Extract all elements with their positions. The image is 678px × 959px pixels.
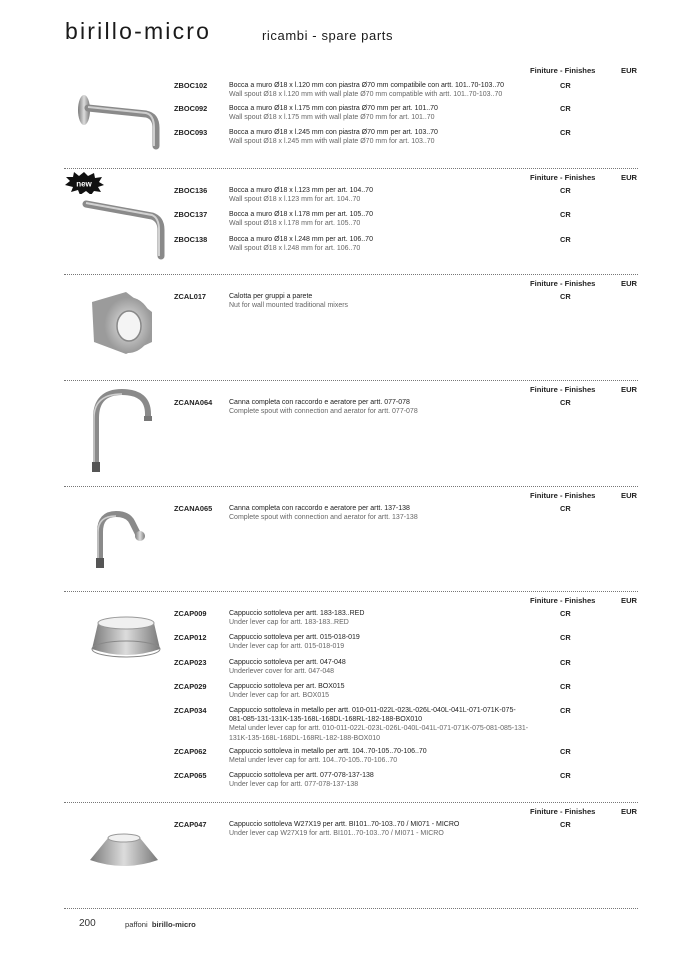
part-finish: CR (560, 128, 571, 137)
part-description: Bocca a muro Ø18 x l.248 mm per art. 106..70 Wall spout Ø18 x l.248 mm for art. 106..70 (229, 236, 373, 253)
part-description: Cappuccio sottoleva per artt. 015-018-019 Under lever cap for artt. 015-018-019 (229, 634, 360, 651)
part-finish: CR (560, 633, 571, 642)
eur-header: EUR (621, 66, 638, 75)
footer-divider (64, 908, 638, 909)
part-finish: CR (560, 820, 571, 829)
part-description: Cappuccio sottoleva per artt. 047-048 Underlever cover for artt. 047-048 (229, 659, 346, 676)
part-description: Cappuccio sottoleva per artt. 183-183..RED Under lever cap for artt. 183-183..RED (229, 610, 365, 627)
divider (64, 380, 638, 381)
part-code: ZCAL017 (174, 292, 207, 301)
divider (64, 802, 638, 803)
part-finish: CR (560, 682, 571, 691)
part-code: ZBOC137 (174, 210, 208, 219)
part-code: ZCAP023 (174, 658, 207, 667)
wall-spout-plate-image (72, 80, 164, 152)
part-finish: CR (560, 235, 571, 244)
eur-header: EUR (621, 596, 638, 605)
finishes-header: Finiture - Finishes (530, 491, 596, 500)
part-finish: CR (560, 504, 571, 513)
wall-spout-image (82, 194, 168, 262)
part-code: ZCANA065 (174, 504, 213, 513)
part-code: ZCAP062 (174, 747, 207, 756)
new-badge-icon (64, 172, 104, 194)
part-code: ZCAP065 (174, 771, 207, 780)
part-description: Cappuccio sottoleva in metallo per artt. 104..70-105..70-106..70 Metal under lever cap for artt. 104..70-105..70-106..70 (229, 748, 427, 765)
finishes-header: Finiture - Finishes (530, 807, 596, 816)
part-description: Cappuccio sottoleva per artt. 077-078-137-138 Under lever cap for artt. 077-078-137-138 (229, 772, 374, 789)
part-code: ZCAP047 (174, 820, 207, 829)
part-code: ZBOC093 (174, 128, 208, 137)
page-subtitle: ricambi - spare parts (262, 28, 394, 43)
finishes-header: Finiture - Finishes (530, 279, 596, 288)
part-finish: CR (560, 609, 571, 618)
eur-header: EUR (621, 173, 638, 182)
eur-header: EUR (621, 279, 638, 288)
divider (64, 168, 638, 169)
part-code: ZCAP009 (174, 609, 207, 618)
part-description: Cappuccio sottoleva W27X19 per artt. BI101..70-103..70 / MI071 - MICRO Under lever cap W27X19 for artt. BI101..70-103..70 / MI071 - MICRO (229, 821, 460, 838)
lever-cap-image (88, 615, 164, 663)
eur-header: EUR (621, 385, 638, 394)
bidet-spout-image (90, 504, 150, 574)
divider (64, 591, 638, 592)
eur-header: EUR (621, 807, 638, 816)
page-number: 200 (79, 918, 96, 929)
page-title: birillo-micro (65, 18, 212, 44)
part-code: ZBOC138 (174, 235, 208, 244)
part-finish: CR (560, 210, 571, 219)
part-code: ZCAP034 (174, 706, 207, 715)
part-finish: CR (560, 706, 571, 715)
part-finish: CR (560, 186, 571, 195)
part-description: Bocca a muro Ø18 x l.245 mm con piastra Ø70 mm per art. 103..70 Wall spout Ø18 x l.245 mm with wall plate Ø70 mm for art. 103..70 (229, 129, 438, 146)
footer-brand: paffoni birillo-micro (125, 920, 196, 929)
part-description: Bocca a muro Ø18 x l.120 mm con piastra Ø70 mm compatibile con artt. 101..70-103..70 Wall spout Ø18 x l.120 mm with wall plate Ø70 mm compatible with artt. 101..70-103..70 (229, 82, 505, 99)
part-description: Calotta per gruppi a parete Nut for wall mounted traditional mixers (229, 293, 349, 310)
part-description: Canna completa con raccordo e aeratore per artt. 137-138 Complete spout with connection and aerator for artt. 137-138 (229, 505, 418, 522)
part-code: ZBOC136 (174, 186, 208, 195)
part-description: Bocca a muro Ø18 x l.178 mm per art. 105..70 Wall spout Ø18 x l.178 mm for art. 105..70 (229, 211, 373, 228)
part-finish: CR (560, 658, 571, 667)
part-description: Bocca a muro Ø18 x l.175 mm con piastra Ø70 mm per art. 101..70 Wall spout Ø18 x l.175 mm with wall plate Ø70 mm for art. 101..70 (229, 105, 438, 122)
part-finish: CR (560, 747, 571, 756)
eur-header: EUR (621, 491, 638, 500)
divider (64, 486, 638, 487)
part-finish: CR (560, 81, 571, 90)
nut-image (86, 288, 156, 358)
part-code: ZCAP029 (174, 682, 207, 691)
part-description: Bocca a muro Ø18 x l.123 mm per art. 104..70 Wall spout Ø18 x l.123 mm for art. 104..70 (229, 187, 373, 204)
complete-spout-image (86, 388, 156, 476)
finishes-header: Finiture - Finishes (530, 596, 596, 605)
part-finish: CR (560, 104, 571, 113)
part-code: ZCAP012 (174, 633, 207, 642)
part-code: ZBOC092 (174, 104, 208, 113)
finishes-header: Finiture - Finishes (530, 66, 596, 75)
finishes-header: Finiture - Finishes (530, 173, 596, 182)
lever-cap-small-image (86, 832, 162, 872)
part-code: ZCANA064 (174, 398, 213, 407)
svg-text:new: new (76, 179, 92, 189)
part-finish: CR (560, 292, 571, 301)
divider (64, 274, 638, 275)
part-finish: CR (560, 398, 571, 407)
part-description: Cappuccio sottoleva in metallo per artt. 010-011-022L-023L-026L-040L-041L-071-071K-075-081-085-131-131K-135-168L-168DL-168RL-182-188-BOX010 Metal under lever cap for artt. 010-011-022L-023L-026L-040L-041L-071-071K-075-081-085-131-131K-135-168L-168DL-168RL-182-188-BOX010 (229, 707, 529, 742)
part-description: Canna completa con raccordo e aeratore per artt. 077-078 Complete spout with connection and aerator for artt. 077-078 (229, 399, 418, 416)
finishes-header: Finiture - Finishes (530, 385, 596, 394)
part-finish: CR (560, 771, 571, 780)
part-description: Cappuccio sottoleva per art. BOX015 Under lever cap for art. BOX015 (229, 683, 345, 700)
part-code: ZBOC102 (174, 81, 208, 90)
